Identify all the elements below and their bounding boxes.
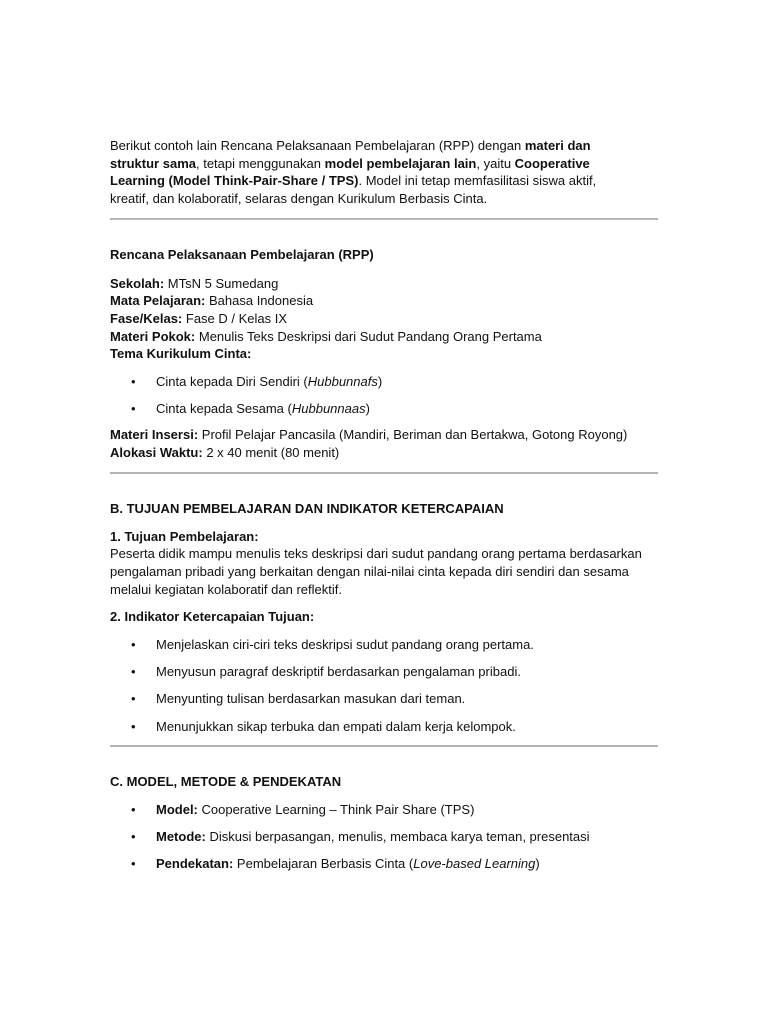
indikator-item-text: Menyunting tulisan berdasarkan masukan dari teman. <box>156 691 466 707</box>
intro-bold-2: model pembelajaran lain <box>324 155 477 171</box>
indikator-list <box>110 636 658 735</box>
model-item-italic: Love-based Learning <box>413 856 536 872</box>
model-list <box>110 801 658 873</box>
insersi-label: Materi Insersi: <box>110 427 199 443</box>
indikator-item-text: Menunjukkan sikap terbuka dan empati dalam kerja kelompok. <box>156 718 516 734</box>
intro-paragraph <box>110 137 632 208</box>
tema-item-close: ) <box>365 400 370 416</box>
bullet-icon: • <box>131 718 136 734</box>
intro-bold-3: Cooperative Learning (Model Think-Pair-Share / TPS) <box>110 155 590 189</box>
section-b-heading <box>110 500 658 518</box>
model-item-label: Model: <box>156 802 198 818</box>
mapel-value: Bahasa Indonesia <box>205 293 314 309</box>
bullet-icon: • <box>131 691 136 707</box>
section-c-heading <box>110 773 658 791</box>
info-sekolah <box>110 275 658 293</box>
tema-item-close: ) <box>377 374 383 390</box>
bullet-icon: • <box>131 802 136 818</box>
indikator-item-text: Menjelaskan ciri-ciri teks deskripsi sudut pandang orang pertama. <box>156 637 534 653</box>
materi-label: Materi Pokok: <box>110 328 196 344</box>
model-item-label: Pendekatan: <box>156 856 234 872</box>
document-page <box>110 137 658 873</box>
materi-value: Menulis Teks Deskripsi dari Sudut Pandang Orang Pertama <box>195 328 542 344</box>
intro-text-1: Berikut contoh lain Rencana Pelaksanaan Pembelajaran (RPP) dengan <box>110 138 525 153</box>
divider <box>110 218 658 220</box>
tema-list <box>110 373 658 417</box>
list-item <box>110 636 658 654</box>
list-item <box>110 690 658 708</box>
list-item <box>110 801 658 819</box>
tema-label: Tema Kurikulum Cinta: <box>110 346 252 362</box>
info-alokasi <box>110 444 658 462</box>
fase-value: Fase D / Kelas IX <box>182 310 288 326</box>
section-c-heading-text: C. MODEL, METODE & PENDEKATAN <box>110 774 342 790</box>
indikator-heading <box>110 608 658 626</box>
info-mapel <box>110 292 658 310</box>
alokasi-label: Alokasi Waktu: <box>110 445 203 461</box>
list-item <box>110 855 658 873</box>
bullet-icon: • <box>131 664 136 680</box>
list-item <box>110 718 658 736</box>
section-b-heading-text: B. TUJUAN PEMBELAJARAN DAN INDIKATOR KETERCAPAIAN <box>110 500 504 516</box>
intro-text-2: , tetapi menggunakan <box>195 155 325 171</box>
tema-item-italic: Hubbunnaas <box>291 400 366 416</box>
tujuan-paragraph: Peserta didik mampu menulis teks deskripsi dari sudut pandang orang pertama berdasarkan pengalaman pribadi yang berkaitan dengan nilai-nilai cinta kepada diri sendiri dan sesama melalui kegiatan kolaboratif dan reflektif. <box>110 546 642 597</box>
model-item-value: Diskusi berpasangan, menulis, membaca karya teman, presentasi <box>205 829 590 845</box>
tujuan-heading <box>110 528 658 546</box>
rpp-title-text: Rencana Pelaksanaan Pembelajaran (RPP) <box>110 246 374 262</box>
indikator-item-text: Menyusun paragraf deskriptif berdasarkan pengalaman pribadi. <box>156 664 521 680</box>
intro-bold-1: materi dan struktur sama <box>110 138 591 171</box>
tema-item-italic: Hubbunnafs <box>307 374 378 390</box>
tema-item-text: Cinta kepada Diri Sendiri ( <box>156 374 308 390</box>
info-tema <box>110 345 658 363</box>
model-item-label: Metode: <box>156 829 206 845</box>
sekolah-value: MTsN 5 Sumedang <box>164 275 279 291</box>
info-materi <box>110 328 658 346</box>
info-insersi <box>110 426 658 444</box>
list-item <box>110 663 658 681</box>
list-item <box>110 400 658 418</box>
rpp-title <box>110 246 658 264</box>
divider <box>110 745 658 747</box>
insersi-value: Profil Pelajar Pancasila (Mandiri, Beriman dan Bertakwa, Gotong Royong) <box>198 427 628 443</box>
bullet-icon: • <box>131 856 136 872</box>
list-item <box>110 828 658 846</box>
list-item <box>110 373 658 391</box>
sekolah-label: Sekolah: <box>110 275 165 291</box>
model-item-close: ) <box>535 856 540 872</box>
info-fase <box>110 310 658 328</box>
alokasi-value: 2 x 40 menit (80 menit) <box>202 445 340 461</box>
bullet-icon: • <box>131 374 136 390</box>
bullet-icon: • <box>131 637 136 653</box>
fase-label: Fase/Kelas: <box>110 310 183 326</box>
indikator-heading-text: 2. Indikator Ketercapaian Tujuan: <box>110 609 315 625</box>
mapel-label: Mata Pelajaran: <box>110 293 206 309</box>
bullet-icon: • <box>131 400 136 416</box>
model-item-value: Cooperative Learning – Think Pair Share (TPS) <box>197 802 475 818</box>
model-item-value: Pembelajaran Berbasis Cinta ( <box>233 856 414 872</box>
tujuan-heading-text: 1. Tujuan Pembelajaran: <box>110 528 259 544</box>
bullet-icon: • <box>131 829 136 845</box>
intro-text-3: , yaitu <box>476 155 515 171</box>
tema-item-text: Cinta kepada Sesama ( <box>156 400 292 416</box>
intro-text-4: . Model ini tetap memfasilitasi siswa aktif, kreatif, dan kolaboratif, selaras dengan Kurikulum Berbasis Cinta. <box>110 173 597 207</box>
divider <box>110 472 658 474</box>
